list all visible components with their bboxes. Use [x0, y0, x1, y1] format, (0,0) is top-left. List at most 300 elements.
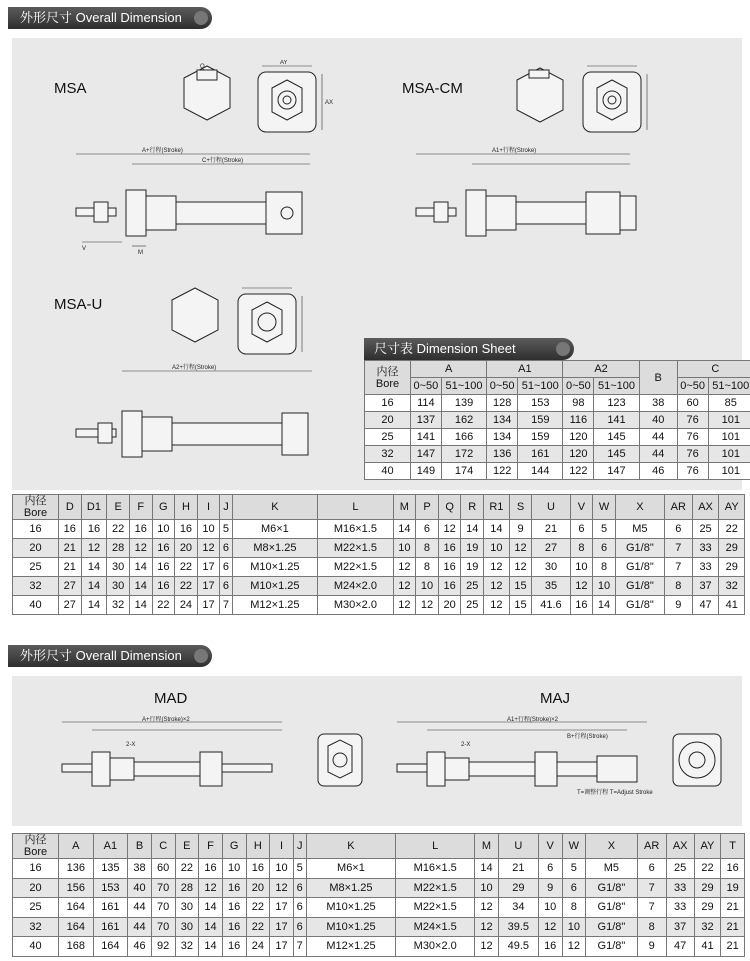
adjust-stroke-label: T=调整行程 T=Adjust Stroke — [577, 790, 653, 796]
table-cell: 16 — [199, 859, 223, 879]
table-cell: 5 — [293, 859, 306, 879]
table-cell: 6 — [293, 878, 306, 898]
table-header: B — [639, 361, 677, 395]
table-cell: 12 — [197, 539, 220, 558]
table-subheader: 0~50 — [487, 378, 518, 395]
table-row — [13, 917, 745, 937]
table-cell: 24 — [246, 937, 270, 957]
table-row — [13, 558, 745, 577]
table-cell: 12 — [562, 937, 586, 957]
table-cell: 141 — [411, 429, 442, 446]
table-cell: 101 — [708, 429, 750, 446]
table-cell: 22 — [246, 898, 270, 918]
table-cell: 10 — [393, 539, 416, 558]
table-cell: 14 — [81, 596, 107, 615]
table-cell: 7 — [637, 878, 666, 898]
table-cell: 10 — [570, 558, 593, 577]
table-cell: 46 — [128, 937, 152, 957]
msa-end-views-drawing — [162, 60, 362, 150]
table-cell: G1/8" — [615, 558, 664, 577]
table-header: T — [721, 834, 745, 859]
bore-cell: 32 — [13, 577, 59, 596]
table-cell: 16 — [152, 539, 175, 558]
model-label-msa: MSA — [54, 80, 87, 97]
table-cell: 25 — [666, 859, 694, 879]
table-row — [13, 596, 745, 615]
table-cell: 159 — [518, 412, 563, 429]
table-cell: 29 — [719, 558, 745, 577]
drawing-panel-top — [12, 38, 750, 490]
table-cell: 136 — [59, 859, 94, 879]
table-cell: 49.5 — [498, 937, 538, 957]
table-cell: 14 — [199, 917, 223, 937]
table-cell: M6×1 — [306, 859, 396, 879]
table-cell: 8 — [593, 558, 616, 577]
table-cell: 30 — [107, 558, 130, 577]
bore-cell: 25 — [13, 558, 59, 577]
table-cell: 12 — [484, 577, 510, 596]
table-cell: 15 — [509, 596, 532, 615]
table-cell: 12 — [570, 577, 593, 596]
table-cell: 25 — [461, 596, 484, 615]
table-cell: 21 — [498, 859, 538, 879]
b-stroke-label: B+行程(Stroke) — [567, 734, 608, 740]
table-cell: 30 — [532, 558, 570, 577]
table-header: C — [677, 361, 750, 378]
table-cell: 10 — [562, 917, 586, 937]
bore-cell: 25 — [365, 429, 411, 446]
table-cell: 16 — [222, 878, 246, 898]
table-cell: 6 — [562, 878, 586, 898]
table-header: U — [498, 834, 538, 859]
table-header: AX — [692, 495, 719, 520]
table-cell: 16 — [129, 520, 152, 539]
model-label-msa-cm: MSA-CM — [402, 80, 463, 97]
table-cell: 5 — [220, 520, 232, 539]
table-header: V — [570, 495, 593, 520]
table-cell: 41.6 — [532, 596, 570, 615]
table-cell: 116 — [563, 412, 594, 429]
table-cell: 145 — [594, 429, 639, 446]
table-subheader: 0~50 — [677, 378, 708, 395]
section-title-overall-dimension: 外形尺寸 Overall Dimension — [8, 7, 212, 29]
table-cell: 12 — [509, 539, 532, 558]
table-cell: 29 — [694, 898, 721, 918]
table-header: S — [509, 495, 532, 520]
table-subheader: 51~100 — [518, 378, 563, 395]
table-cell: 101 — [708, 412, 750, 429]
table-header: R — [461, 495, 484, 520]
table-cell: 174 — [441, 463, 486, 480]
table-cell: 9 — [538, 878, 562, 898]
table-cell: M10×1.25 — [232, 558, 318, 577]
table-cell: 5 — [562, 859, 586, 879]
table-cell: 156 — [59, 878, 94, 898]
table-cell: 41 — [694, 937, 721, 957]
a2-stroke-label: A2+行程(Stroke) — [172, 365, 217, 371]
q-dim-label: Q — [200, 64, 205, 70]
table-cell: 22 — [694, 859, 721, 879]
table-cell: 21 — [532, 520, 570, 539]
c-stroke-label: C+行程(Stroke) — [202, 158, 244, 164]
table-cell: 134 — [487, 429, 518, 446]
table-header: AY — [694, 834, 721, 859]
table-cell: 41 — [719, 596, 745, 615]
table-cell: 8 — [416, 558, 439, 577]
table-cell: 147 — [594, 463, 639, 480]
table-cell: 10 — [593, 577, 616, 596]
table-cell: 12 — [484, 596, 510, 615]
table-cell: 47 — [666, 937, 694, 957]
table-cell: M12×1.25 — [232, 596, 318, 615]
bore-cell: 20 — [13, 539, 59, 558]
table-header: E — [175, 834, 199, 859]
table-cell: 128 — [487, 395, 518, 412]
table-cell: M22×1.5 — [318, 539, 393, 558]
model-label-maj: MAJ — [540, 690, 570, 707]
bore-cell: 16 — [365, 395, 411, 412]
table-cell: 14 — [199, 898, 223, 918]
table-cell: 12 — [393, 577, 416, 596]
bore-cell: 40 — [365, 463, 411, 480]
model-label-mad: MAD — [154, 690, 188, 707]
table-cell: 16 — [438, 539, 461, 558]
table-cell: 6 — [637, 859, 666, 879]
table-cell: 9 — [509, 520, 532, 539]
table-cell: M10×1.25 — [232, 577, 318, 596]
bore-cell: 40 — [13, 596, 59, 615]
table-cell: G1/8" — [615, 596, 664, 615]
table-cell: 28 — [107, 539, 130, 558]
table-cell: M8×1.25 — [232, 539, 318, 558]
table-cell: M24×2.0 — [318, 577, 393, 596]
two-x-label-mad: 2-X — [126, 742, 136, 748]
table-cell: 20 — [175, 539, 198, 558]
table-cell: 7 — [637, 898, 666, 918]
table-cell: 12 — [81, 539, 107, 558]
table-header: A1 — [93, 834, 128, 859]
bore-cell: 20 — [13, 878, 59, 898]
table-cell: 122 — [563, 463, 594, 480]
table-cell: 20 — [246, 878, 270, 898]
table-cell: 6 — [538, 859, 562, 879]
table-header: G — [152, 495, 175, 520]
table-cell: 114 — [411, 395, 442, 412]
table-cell: 33 — [666, 898, 694, 918]
table-cell: 120 — [563, 446, 594, 463]
maj-side-view-drawing — [387, 716, 657, 816]
table-cell: 10 — [152, 520, 175, 539]
table-cell: 6 — [664, 520, 692, 539]
table-cell: M30×2.0 — [396, 937, 475, 957]
table-cell: 12 — [475, 917, 499, 937]
drawing-panel-bottom — [12, 676, 742, 826]
table-subheader: 51~100 — [708, 378, 750, 395]
table-cell: 12 — [270, 878, 294, 898]
table-cell: G1/8" — [586, 878, 637, 898]
table-cell: 27 — [59, 596, 82, 615]
table-cell: 6 — [570, 520, 593, 539]
table-header: P — [416, 495, 439, 520]
table-header: I — [197, 495, 220, 520]
table-cell: 76 — [677, 412, 708, 429]
table-row — [365, 446, 750, 463]
table-cell: 101 — [708, 463, 750, 480]
bore-cell: 25 — [13, 898, 59, 918]
table-cell: 44 — [639, 429, 677, 446]
table-cell: 85 — [708, 395, 750, 412]
dimension-sheet-title: 尺寸表 Dimension Sheet — [364, 338, 574, 360]
table-cell: 38 — [128, 859, 152, 879]
table-cell: 12 — [438, 520, 461, 539]
table-cell: 19 — [721, 878, 745, 898]
table-cell: 32 — [107, 596, 130, 615]
table-cell: 16 — [81, 520, 107, 539]
table-cell: 8 — [562, 898, 586, 918]
table-cell: 144 — [518, 463, 563, 480]
table-cell: 16 — [538, 937, 562, 957]
msa-dimension-table — [12, 494, 745, 615]
table-cell: 46 — [639, 463, 677, 480]
bore-cell: 40 — [13, 937, 59, 957]
table-cell: 20 — [438, 596, 461, 615]
table-cell: 76 — [677, 463, 708, 480]
table-cell: 161 — [93, 898, 128, 918]
table-cell: 17 — [197, 577, 220, 596]
table-cell: 12 — [509, 558, 532, 577]
table-cell: 7 — [293, 937, 306, 957]
table-cell: 38 — [639, 395, 677, 412]
table-cell: 162 — [441, 412, 486, 429]
table-header: A — [411, 361, 487, 378]
table-cell: 33 — [692, 558, 719, 577]
table-cell: 6 — [593, 539, 616, 558]
table-header: AR — [637, 834, 666, 859]
table-cell: 16 — [222, 937, 246, 957]
table-cell: 164 — [59, 917, 94, 937]
table-cell: 14 — [81, 577, 107, 596]
table-cell: 33 — [666, 878, 694, 898]
table-cell: 12 — [199, 878, 223, 898]
table-cell: 6 — [416, 520, 439, 539]
table-cell: 21 — [59, 539, 82, 558]
table-row — [365, 412, 750, 429]
table-header: H — [175, 495, 198, 520]
table-cell: 30 — [175, 898, 199, 918]
table-header: D1 — [81, 495, 107, 520]
dimension-sheet — [364, 338, 750, 480]
table-cell: M22×1.5 — [318, 558, 393, 577]
table-header: V — [538, 834, 562, 859]
table-cell: 30 — [107, 577, 130, 596]
table-cell: 6 — [293, 898, 306, 918]
table-header: E — [107, 495, 130, 520]
table-cell: 8 — [416, 539, 439, 558]
table-cell: 28 — [175, 878, 199, 898]
bore-cell: 16 — [13, 859, 59, 879]
table-cell: 139 — [441, 395, 486, 412]
bore-cell: 20 — [365, 412, 411, 429]
table-cell: 6 — [220, 539, 232, 558]
bore-cell: 32 — [13, 917, 59, 937]
table-cell: 16 — [246, 859, 270, 879]
table-cell: 14 — [129, 596, 152, 615]
table-cell: 8 — [570, 539, 593, 558]
table-cell: 10 — [222, 859, 246, 879]
table-header: AR — [664, 495, 692, 520]
table-header: A2 — [563, 361, 639, 378]
table-cell: 12 — [475, 937, 499, 957]
table-cell: 14 — [484, 520, 510, 539]
table-cell: 141 — [594, 412, 639, 429]
table-cell: 44 — [128, 917, 152, 937]
table-header: L — [396, 834, 475, 859]
table-header: G — [222, 834, 246, 859]
a1-stroke-label: A1+行程(Stroke) — [492, 148, 537, 154]
table-row — [13, 937, 745, 957]
table-cell: 14 — [81, 558, 107, 577]
table-cell: 6 — [220, 577, 232, 596]
table-cell: 16 — [438, 558, 461, 577]
table-header: B — [128, 834, 152, 859]
table-cell: M24×1.5 — [396, 917, 475, 937]
msa-u-end-views-drawing — [162, 278, 332, 368]
table-cell: 17 — [270, 898, 294, 918]
table-header: A1 — [487, 361, 563, 378]
table-header: F — [199, 834, 223, 859]
table-header: M — [393, 495, 416, 520]
table-cell: 16 — [152, 558, 175, 577]
table-cell: 149 — [411, 463, 442, 480]
table-cell: 120 — [563, 429, 594, 446]
table-cell: G1/8" — [615, 577, 664, 596]
table-cell: 14 — [393, 520, 416, 539]
ax-dim-label: AX — [325, 100, 334, 106]
table-cell: 8 — [637, 917, 666, 937]
table-cell: 14 — [199, 937, 223, 957]
table-cell: 40 — [639, 412, 677, 429]
table-cell: 134 — [487, 412, 518, 429]
table-cell: 153 — [518, 395, 563, 412]
table-subheader: 51~100 — [441, 378, 486, 395]
table-cell: 60 — [151, 859, 175, 879]
table-cell: 166 — [441, 429, 486, 446]
table-cell: 7 — [664, 539, 692, 558]
table-cell: 34 — [498, 898, 538, 918]
table-header: W — [562, 834, 586, 859]
table-cell: 16 — [570, 596, 593, 615]
maj-end-view-drawing — [667, 716, 732, 806]
table-cell: 32 — [719, 577, 745, 596]
table-header: AY — [719, 495, 745, 520]
section-title-overall-dimension-2: 外形尺寸 Overall Dimension — [8, 645, 212, 667]
table-cell: 32 — [175, 937, 199, 957]
table-cell: 12 — [129, 539, 152, 558]
table-cell: 14 — [475, 859, 499, 879]
table-cell: M16×1.5 — [318, 520, 393, 539]
table-cell: 29 — [498, 878, 538, 898]
table-header: X — [586, 834, 637, 859]
msa-side-view-drawing — [42, 146, 342, 261]
table-cell: M22×1.5 — [396, 878, 475, 898]
table-cell: M12×1.25 — [306, 937, 396, 957]
table-cell: 101 — [708, 446, 750, 463]
dimension-sheet-table — [364, 360, 750, 480]
table-cell: 16 — [175, 520, 198, 539]
table-cell: 145 — [594, 446, 639, 463]
table-cell: 172 — [441, 446, 486, 463]
table-cell: 21 — [721, 917, 745, 937]
table-cell: 30 — [175, 917, 199, 937]
a-stroke-x2-label: A+行程(Stroke)×2 — [142, 717, 190, 723]
model-label-msa-u: MSA-U — [54, 296, 103, 313]
table-cell: 44 — [639, 446, 677, 463]
table-cell: 6 — [293, 917, 306, 937]
table-cell: G1/8" — [615, 539, 664, 558]
table-header: J — [220, 495, 232, 520]
table-cell: 19 — [461, 558, 484, 577]
table-header: Q — [438, 495, 461, 520]
table-cell: M6×1 — [232, 520, 318, 539]
table-header: C — [151, 834, 175, 859]
table-cell: 29 — [719, 539, 745, 558]
table-cell: 27 — [532, 539, 570, 558]
table-cell: M10×1.25 — [306, 917, 396, 937]
table-cell: 12 — [393, 596, 416, 615]
table-cell: 10 — [475, 878, 499, 898]
table-cell: M30×2.0 — [318, 596, 393, 615]
table-header: M — [475, 834, 499, 859]
table-cell: 16 — [721, 859, 745, 879]
table-cell: 16 — [152, 577, 175, 596]
table-header: F — [129, 495, 152, 520]
table-cell: 153 — [93, 878, 128, 898]
table-header: I — [270, 834, 294, 859]
table-cell: 44 — [128, 898, 152, 918]
svg-text:V: V — [82, 246, 87, 252]
table-cell: 12 — [416, 596, 439, 615]
table-cell: 168 — [59, 937, 94, 957]
table-cell: 16 — [438, 577, 461, 596]
table-cell: 136 — [487, 446, 518, 463]
table-cell: 21 — [59, 558, 82, 577]
table-cell: 7 — [664, 558, 692, 577]
table-cell: M22×1.5 — [396, 898, 475, 918]
table-cell: 21 — [721, 898, 745, 918]
table-cell: 12 — [475, 898, 499, 918]
table-cell: 22 — [175, 577, 198, 596]
table-header: R1 — [484, 495, 510, 520]
table-cell: 159 — [518, 429, 563, 446]
table-cell: 15 — [509, 577, 532, 596]
table-cell: 122 — [487, 463, 518, 480]
table-cell: 10 — [416, 577, 439, 596]
table-cell: 37 — [692, 577, 719, 596]
table-cell: G1/8" — [586, 898, 637, 918]
table-cell: 12 — [484, 558, 510, 577]
table-cell: 164 — [59, 898, 94, 918]
table-cell: 70 — [151, 898, 175, 918]
table-cell: 29 — [694, 878, 721, 898]
table-cell: 16 — [59, 520, 82, 539]
table-row — [13, 898, 745, 918]
table-cell: 21 — [721, 937, 745, 957]
table-cell: G1/8" — [586, 937, 637, 957]
table-cell: 5 — [593, 520, 616, 539]
table-cell: 92 — [151, 937, 175, 957]
bore-cell: 16 — [13, 520, 59, 539]
table-cell: 161 — [93, 917, 128, 937]
